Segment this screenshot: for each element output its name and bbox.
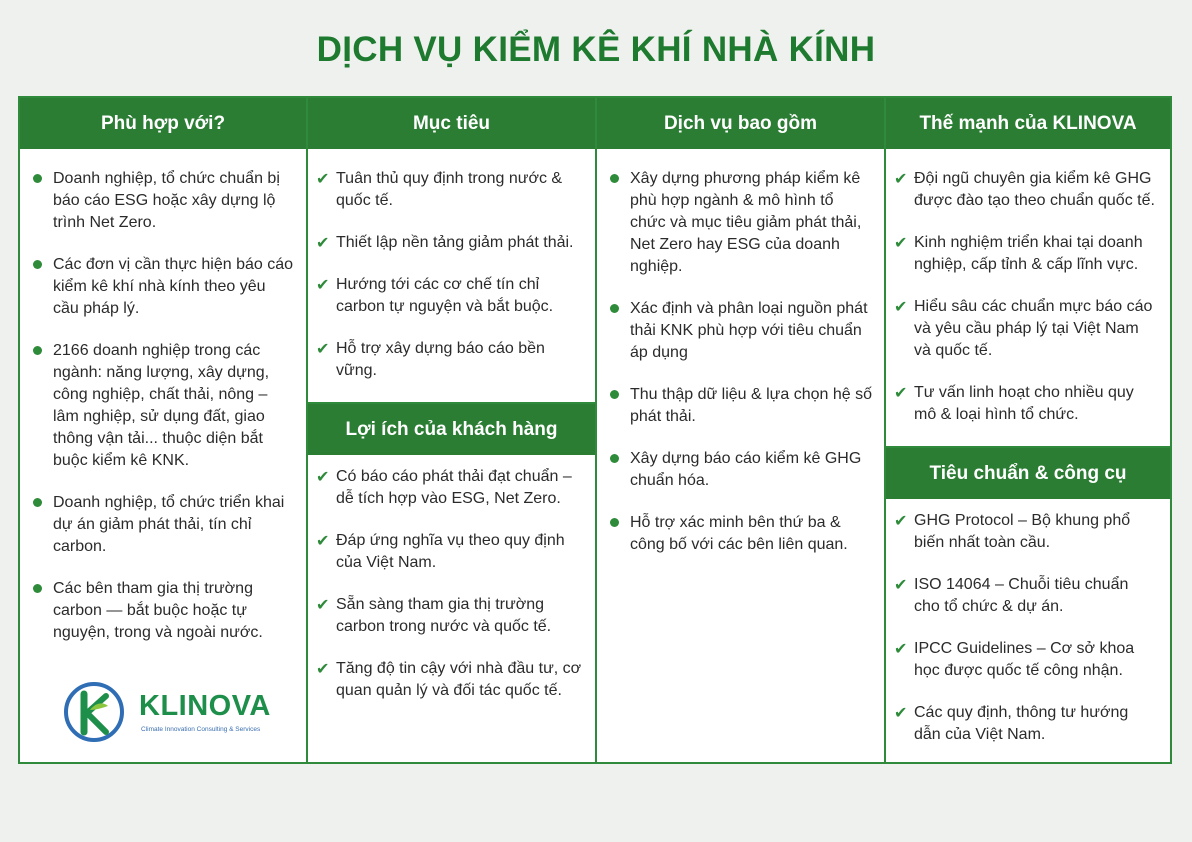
column-suitable-for — [20, 98, 308, 762]
logo-wordmark: KLINOVA — [139, 690, 271, 722]
bullet-dot-icon — [33, 346, 42, 355]
list-item: Các bên tham gia thị trường carbon — bắt buộc hoặc tự nguyện, trong và ngoài nước. — [20, 578, 306, 644]
list-item: Xác định và phân loại nguồn phát thải KNK phù hợp với tiêu chuẩn áp dụng — [597, 298, 884, 364]
list-item: Xây dựng báo cáo kiểm kê GHG chuẩn hóa. — [597, 448, 884, 492]
check-icon: ✔ — [894, 297, 908, 316]
bullet-dot-icon — [33, 498, 42, 507]
list-item: Hỗ trợ xác minh bên thứ ba & công bố với các bên liên quan. — [597, 512, 884, 556]
strengths-list — [886, 149, 1170, 446]
bullet-dot-icon — [610, 518, 619, 527]
list-item: ✔ Tăng độ tin cậy với nhà đầu tư, cơ quan quản lý và đối tác quốc tế. — [316, 659, 582, 699]
bullet-dot-icon — [610, 304, 619, 313]
list-item: ✔ Hướng tới các cơ chế tín chỉ carbon tự nguyện và bắt buộc. — [316, 275, 554, 315]
check-icon: ✔ — [316, 467, 330, 486]
list-item: Thu thập dữ liệu & lựa chọn hệ số phát thải. — [597, 384, 884, 428]
column-header: Mục tiêu — [308, 98, 595, 149]
check-icon: ✔ — [316, 233, 330, 252]
list-item: ✔ Tuân thủ quy định trong nước & quốc tế. — [316, 169, 563, 209]
check-icon: ✔ — [894, 383, 908, 402]
logo-tagline: Climate Innovation Consulting & Services — [141, 726, 261, 733]
bullet-dot-icon — [610, 454, 619, 463]
standards-list — [886, 499, 1170, 766]
column-header: Phù hợp với? — [20, 98, 306, 149]
list-item: ✔ Thiết lập nền tảng giảm phát thải. — [316, 233, 574, 252]
list-item: ✔ Hiểu sâu các chuẩn mực báo cáo và yêu cầu pháp lý tại Việt Nam và quốc tế. — [894, 297, 1153, 359]
column-header: Thế mạnh của KLINOVA — [886, 98, 1170, 149]
list-item: Doanh nghiệp, tổ chức triển khai dự án giảm phát thải, tín chỉ carbon. — [20, 492, 306, 558]
list-item: ✔ Hỗ trợ xây dựng báo cáo bền vững. — [316, 339, 545, 379]
page-title: DỊCH VỤ KIỂM KÊ KHÍ NHÀ KÍNH — [316, 30, 876, 69]
check-icon: ✔ — [894, 233, 908, 252]
check-icon: ✔ — [894, 169, 908, 188]
klinova-logo-mark-icon — [62, 680, 126, 744]
check-icon: ✔ — [316, 169, 330, 188]
list-item: ✔ Sẵn sàng tham gia thị trường carbon trong nước và quốc tế. — [316, 595, 552, 635]
column-header: Dịch vụ bao gồm — [597, 98, 884, 149]
check-icon: ✔ — [316, 595, 330, 614]
list-item: 2166 doanh nghiệp trong các ngành: năng lượng, xây dựng, công nghiệp, chất thải, nông – lâm nghiệp, sử dụng đất, giao thông vận tải... thuộc diện bắt buộc kiểm kê KNK. — [20, 340, 306, 472]
list-item: ✔ Các quy định, thông tư hướng dẫn của Việt Nam. — [894, 703, 1129, 743]
bullet-dot-icon — [33, 584, 42, 593]
list-item: Các đơn vị cần thực hiện báo cáo kiểm kê khí nhà kính theo yêu cầu pháp lý. — [20, 254, 306, 320]
bullet-dot-icon — [33, 260, 42, 269]
list-item: ✔ Có báo cáo phát thải đạt chuẩn – dễ tích hợp vào ESG, Net Zero. — [316, 467, 572, 507]
check-icon: ✔ — [894, 511, 908, 530]
column-strengths — [886, 98, 1170, 762]
services-table — [18, 96, 1172, 764]
list-item: ✔ Đáp ứng nghĩa vụ theo quy định của Việt Nam. — [316, 531, 565, 571]
check-icon: ✔ — [894, 639, 908, 658]
list-item: ✔ Tư vấn linh hoạt cho nhiều quy mô & loại hình tổ chức. — [894, 383, 1134, 423]
benefits-list — [308, 455, 595, 722]
list-item: ✔ ISO 14064 – Chuỗi tiêu chuẩn cho tổ chức & dự án. — [894, 575, 1129, 615]
suitable-for-list — [20, 149, 306, 664]
check-icon: ✔ — [316, 659, 330, 678]
list-item: ✔ GHG Protocol – Bộ khung phổ biến nhất toàn cầu. — [894, 511, 1131, 551]
column-subheader: Tiêu chuẩn & công cụ — [886, 446, 1170, 499]
column-objectives — [308, 98, 597, 762]
column-services — [597, 98, 886, 762]
klinova-logo — [62, 680, 272, 746]
check-icon: ✔ — [894, 575, 908, 594]
list-item: ✔ Kinh nghiệm triển khai tại doanh nghiệp, cấp tỉnh & cấp lĩnh vực. — [894, 233, 1143, 273]
list-item: Doanh nghiệp, tổ chức chuẩn bị báo cáo ESG hoặc xây dựng lộ trình Net Zero. — [20, 168, 306, 234]
check-icon: ✔ — [316, 339, 330, 358]
check-icon: ✔ — [316, 531, 330, 550]
bullet-dot-icon — [610, 174, 619, 183]
column-subheader: Lợi ích của khách hàng — [308, 402, 595, 455]
check-icon: ✔ — [316, 275, 330, 294]
list-item: ✔ Đội ngũ chuyên gia kiểm kê GHG được đào tạo theo chuẩn quốc tế. — [894, 169, 1155, 209]
services-list — [597, 149, 884, 576]
objectives-list — [308, 149, 595, 402]
check-icon: ✔ — [894, 703, 908, 722]
bullet-dot-icon — [610, 390, 619, 399]
bullet-dot-icon — [33, 174, 42, 183]
list-item: Xây dựng phương pháp kiểm kê phù hợp ngành & mô hình tổ chức và mục tiêu giảm phát thải, Net Zero hay ESG của doanh nghiệp. — [597, 168, 884, 278]
list-item: ✔ IPCC Guidelines – Cơ sở khoa học được quốc tế công nhận. — [894, 639, 1135, 679]
